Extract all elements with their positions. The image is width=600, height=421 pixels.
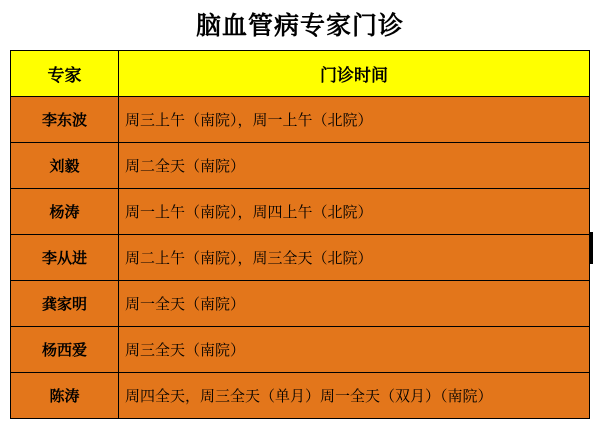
specialist-name: 刘毅 [11,143,119,189]
page-title: 脑血管病专家门诊 [195,13,404,40]
column-header-clinic-time: 门诊时间 [119,51,590,97]
table-row [11,235,590,281]
specialist-name: 陈涛 [11,373,119,419]
table-row [11,97,590,143]
table-row [11,373,590,419]
clinic-time: 周四全天，周三全天（单月）周一全天（双月）（南院） [119,373,590,419]
table-row [11,327,590,373]
table-row [11,281,590,327]
schedule-table-container [0,50,600,419]
clinic-time: 周三上午（南院），周一上午（北院） [119,97,590,143]
specialist-name: 龚家明 [11,281,119,327]
clinic-time: 周一上午（南院），周四上午（北院） [119,189,590,235]
specialist-name: 杨涛 [11,189,119,235]
page-edge-marker [590,232,593,264]
table-row [11,189,590,235]
table-header-row [11,51,590,97]
clinic-time: 周二上午（南院），周三全天（北院） [119,235,590,281]
clinic-time: 周二全天（南院） [119,143,590,189]
specialist-name: 李从进 [11,235,119,281]
table-row [11,143,590,189]
column-header-specialist: 专家 [11,51,119,97]
clinic-time: 周一全天（南院） [119,281,590,327]
schedule-table [10,50,590,419]
specialist-name: 杨西爱 [11,327,119,373]
specialist-name: 李东波 [11,97,119,143]
clinic-time: 周三全天（南院） [119,327,590,373]
